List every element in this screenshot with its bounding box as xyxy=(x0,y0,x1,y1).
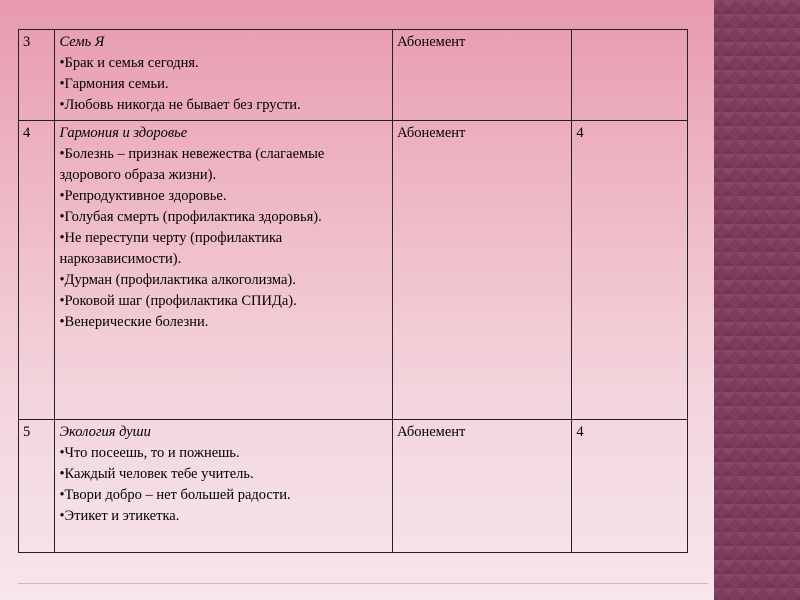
list-item: •Роковой шаг (профилактика СПИДа). xyxy=(59,293,297,309)
form-cell: Абонемент xyxy=(393,420,572,553)
bullet-icon: • xyxy=(59,55,65,71)
row-number: 5 xyxy=(19,420,55,553)
list-item: •Что посеешь, то и пожнешь. xyxy=(59,445,240,461)
topic-title: Семь Я xyxy=(59,34,105,50)
bullet-icon: • xyxy=(59,445,65,461)
bullet-icon: • xyxy=(59,76,65,92)
hours-cell: 4 xyxy=(572,121,688,420)
list-item: •Репродуктивное здоровье. xyxy=(59,188,227,204)
program-table xyxy=(18,29,688,553)
list-item: •Болезнь – признак невежества (слагаемые здорового образа жизни). xyxy=(59,146,325,183)
topic-cell xyxy=(55,420,393,553)
bullet-icon: • xyxy=(59,188,65,204)
list-item: •Голубая смерть (профилактика здоровья). xyxy=(59,209,322,225)
list-item: •Дурман (профилактика алкоголизма). xyxy=(59,272,296,288)
list-item: •Брак и семья сегодня. xyxy=(59,55,199,71)
topic-title: Гармония и здоровье xyxy=(59,125,188,141)
topic-list xyxy=(59,144,388,333)
row-number: 3 xyxy=(19,30,55,121)
divider xyxy=(18,583,708,584)
bullet-icon: • xyxy=(59,508,65,524)
form-cell: Абонемент xyxy=(393,30,572,121)
topic-title: Экология души xyxy=(59,424,151,440)
decorative-side-band xyxy=(714,0,800,600)
list-item: •Не переступи черту (профилактика наркозависимости). xyxy=(59,230,283,267)
table-row xyxy=(19,30,688,121)
bullet-icon: • xyxy=(59,293,65,309)
list-item: •Венерические болезни. xyxy=(59,314,209,330)
list-item: •Гармония семьи. xyxy=(59,76,169,92)
table-row xyxy=(19,420,688,553)
list-item: •Этикет и этикетка. xyxy=(59,508,180,524)
topic-list xyxy=(59,53,388,116)
bullet-icon: • xyxy=(59,272,65,288)
bullet-icon: • xyxy=(59,146,65,162)
list-item: •Любовь никогда не бывает без грусти. xyxy=(59,97,301,113)
hours-cell: 4 xyxy=(572,420,688,553)
table-row xyxy=(19,121,688,420)
bullet-icon: • xyxy=(59,230,65,246)
bullet-icon: • xyxy=(59,97,65,113)
list-item: •Твори добро – нет большей радости. xyxy=(59,487,291,503)
topic-cell xyxy=(55,121,393,420)
hours-cell xyxy=(572,30,688,121)
topic-list xyxy=(59,443,388,527)
list-item: •Каждый человек тебе учитель. xyxy=(59,466,254,482)
bullet-icon: • xyxy=(59,314,65,330)
bullet-icon: • xyxy=(59,466,65,482)
form-cell: Абонемент xyxy=(393,121,572,420)
bullet-icon: • xyxy=(59,487,65,503)
topic-cell xyxy=(55,30,393,121)
bullet-icon: • xyxy=(59,209,65,225)
row-number: 4 xyxy=(19,121,55,420)
